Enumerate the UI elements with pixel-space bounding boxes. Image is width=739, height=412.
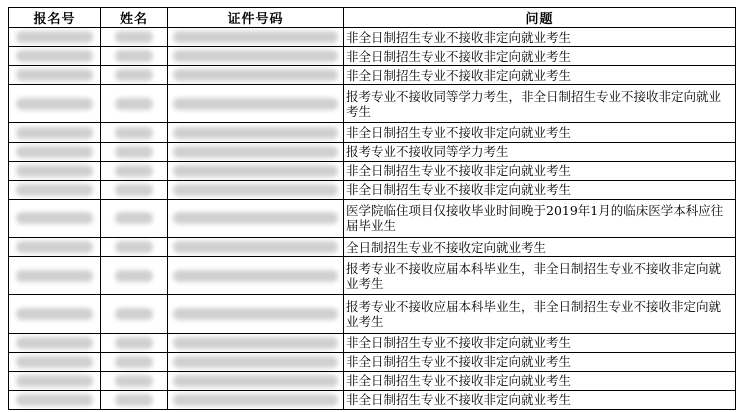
redaction-blur xyxy=(16,212,93,224)
id-number-cell-redacted xyxy=(168,142,344,161)
problem-cell: 非全日制招生专业不接收非定向就业考生 xyxy=(344,28,736,47)
id-number-cell-redacted xyxy=(168,66,344,85)
header-problem: 问题 xyxy=(344,8,736,28)
redaction-blur xyxy=(173,337,337,349)
problem-cell: 非全日制招生专业不接收非定向就业考生 xyxy=(344,352,736,371)
problem-cell: 非全日制招生专业不接收非定向就业考生 xyxy=(344,66,736,85)
id-number-cell-redacted xyxy=(168,352,344,371)
table-row xyxy=(9,371,736,390)
registration-number-cell-redacted xyxy=(9,352,101,371)
table-row xyxy=(9,352,736,371)
name-cell-redacted xyxy=(101,123,168,142)
redaction-blur xyxy=(173,375,337,387)
table-row xyxy=(9,28,736,47)
redaction-blur xyxy=(115,337,152,349)
problem-cell: 报考专业不接收同等学力考生，非全日制招生专业不接收非定向就业考生 xyxy=(344,85,736,123)
name-cell-redacted xyxy=(101,371,168,390)
name-cell-redacted xyxy=(101,199,168,237)
registration-number-cell-redacted xyxy=(9,371,101,390)
problem-cell: 非全日制招生专业不接收非定向就业考生 xyxy=(344,371,736,390)
problem-cell: 非全日制招生专业不接收非定向就业考生 xyxy=(344,333,736,352)
registration-number-cell-redacted xyxy=(9,142,101,161)
redaction-blur xyxy=(16,356,93,368)
id-number-cell-redacted xyxy=(168,371,344,390)
redaction-blur xyxy=(173,212,337,224)
registration-number-cell-redacted xyxy=(9,199,101,237)
problem-cell: 非全日制招生专业不接收非定向就业考生 xyxy=(344,180,736,199)
name-cell-redacted xyxy=(101,66,168,85)
table-row xyxy=(9,180,736,199)
registration-number-cell-redacted xyxy=(9,257,101,295)
registration-number-cell-redacted xyxy=(9,161,101,180)
redaction-blur xyxy=(115,146,152,158)
redaction-blur xyxy=(173,69,337,81)
name-cell-redacted xyxy=(101,295,168,333)
table-body xyxy=(9,28,736,410)
name-cell-redacted xyxy=(101,180,168,199)
redaction-blur xyxy=(16,69,93,81)
registration-number-cell-redacted xyxy=(9,180,101,199)
redaction-blur xyxy=(115,394,152,406)
problem-cell: 非全日制招生专业不接收非定向就业考生 xyxy=(344,123,736,142)
redaction-blur xyxy=(115,212,152,224)
id-number-cell-redacted xyxy=(168,28,344,47)
redaction-blur xyxy=(173,241,337,253)
redaction-blur xyxy=(16,337,93,349)
table-row xyxy=(9,161,736,180)
redaction-blur xyxy=(16,165,93,177)
redaction-blur xyxy=(173,98,337,110)
registration-number-cell-redacted xyxy=(9,123,101,142)
redaction-blur xyxy=(173,308,337,320)
redaction-blur xyxy=(16,146,93,158)
table-row xyxy=(9,142,736,161)
redaction-blur xyxy=(173,146,337,158)
redaction-blur xyxy=(16,98,93,110)
registration-number-cell-redacted xyxy=(9,238,101,257)
header-registration-number: 报名号 xyxy=(9,8,101,28)
redaction-blur xyxy=(173,165,337,177)
registration-number-cell-redacted xyxy=(9,333,101,352)
registration-number-cell-redacted xyxy=(9,66,101,85)
redaction-blur xyxy=(115,184,152,196)
redaction-blur xyxy=(173,50,337,62)
redaction-blur xyxy=(16,375,93,387)
redaction-blur xyxy=(115,270,152,282)
registration-number-cell-redacted xyxy=(9,390,101,409)
problem-cell: 医学院临住项目仅接收毕业时间晚于2019年1月的临床医学本科应往届毕业生 xyxy=(344,199,736,237)
name-cell-redacted xyxy=(101,352,168,371)
table-row xyxy=(9,85,736,123)
table-row xyxy=(9,66,736,85)
redaction-blur xyxy=(173,184,337,196)
redaction-blur xyxy=(115,98,152,110)
redaction-blur xyxy=(115,241,152,253)
redaction-blur xyxy=(115,165,152,177)
problem-cell: 报考专业不接收应届本科毕业生，非全日制招生专业不接收非定向就业考生 xyxy=(344,257,736,295)
redaction-blur xyxy=(173,31,337,43)
table-row xyxy=(9,295,736,333)
table-row xyxy=(9,257,736,295)
id-number-cell-redacted xyxy=(168,85,344,123)
problem-cell: 非全日制招生专业不接收非定向就业考生 xyxy=(344,161,736,180)
name-cell-redacted xyxy=(101,238,168,257)
header-id-number: 证件号码 xyxy=(168,8,344,28)
id-number-cell-redacted xyxy=(168,333,344,352)
table-row xyxy=(9,47,736,66)
registration-number-cell-redacted xyxy=(9,85,101,123)
redaction-blur xyxy=(16,308,93,320)
id-number-cell-redacted xyxy=(168,390,344,409)
problem-cell: 非全日制招生专业不接收非定向就业考生 xyxy=(344,390,736,409)
table-row xyxy=(9,123,736,142)
name-cell-redacted xyxy=(101,28,168,47)
problem-cell: 报考专业不接收应届本科毕业生，非全日制招生专业不接收非定向就业考生 xyxy=(344,295,736,333)
redaction-blur xyxy=(173,270,337,282)
table-row xyxy=(9,238,736,257)
name-cell-redacted xyxy=(101,390,168,409)
redaction-blur xyxy=(16,31,93,43)
header-name: 姓名 xyxy=(101,8,168,28)
redaction-blur xyxy=(16,184,93,196)
redaction-blur xyxy=(115,69,152,81)
name-cell-redacted xyxy=(101,142,168,161)
registration-number-cell-redacted xyxy=(9,295,101,333)
redaction-blur xyxy=(115,31,152,43)
id-number-cell-redacted xyxy=(168,257,344,295)
problem-cell: 非全日制招生专业不接收非定向就业考生 xyxy=(344,47,736,66)
redaction-blur xyxy=(173,394,337,406)
redaction-blur xyxy=(16,50,93,62)
redaction-blur xyxy=(115,308,152,320)
name-cell-redacted xyxy=(101,85,168,123)
id-number-cell-redacted xyxy=(168,123,344,142)
redaction-blur xyxy=(173,356,337,368)
registration-number-cell-redacted xyxy=(9,28,101,47)
id-number-cell-redacted xyxy=(168,47,344,66)
redaction-blur xyxy=(115,375,152,387)
redaction-blur xyxy=(16,241,93,253)
table-row xyxy=(9,333,736,352)
header-row xyxy=(9,8,736,28)
redaction-blur xyxy=(16,394,93,406)
problem-list-table xyxy=(8,7,736,410)
redaction-blur xyxy=(115,50,152,62)
redaction-blur xyxy=(16,127,93,139)
redaction-blur xyxy=(115,356,152,368)
redaction-blur xyxy=(173,127,337,139)
problem-cell: 全日制招生专业不接收定向就业考生 xyxy=(344,238,736,257)
problem-cell: 报考专业不接收同等学力考生 xyxy=(344,142,736,161)
redaction-blur xyxy=(16,270,93,282)
name-cell-redacted xyxy=(101,333,168,352)
table-row xyxy=(9,390,736,409)
id-number-cell-redacted xyxy=(168,238,344,257)
id-number-cell-redacted xyxy=(168,161,344,180)
name-cell-redacted xyxy=(101,47,168,66)
redaction-blur xyxy=(115,127,152,139)
name-cell-redacted xyxy=(101,257,168,295)
id-number-cell-redacted xyxy=(168,295,344,333)
id-number-cell-redacted xyxy=(168,199,344,237)
id-number-cell-redacted xyxy=(168,180,344,199)
table-row xyxy=(9,199,736,237)
name-cell-redacted xyxy=(101,161,168,180)
registration-number-cell-redacted xyxy=(9,47,101,66)
